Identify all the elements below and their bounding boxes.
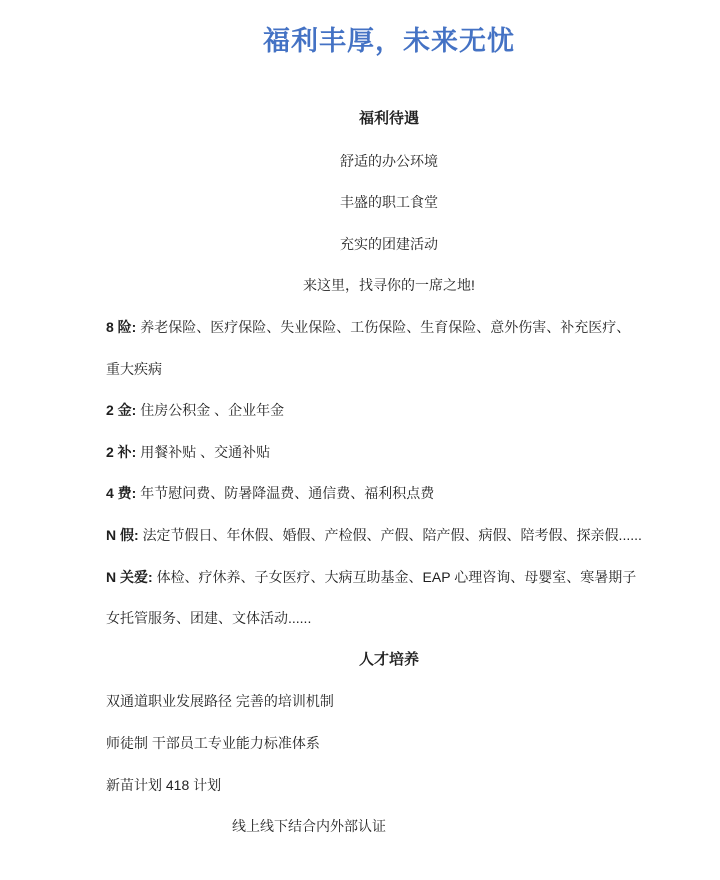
training-line-programs: 新苗计划 418 计划	[106, 777, 222, 793]
benefit-item-care-line1	[106, 567, 672, 587]
benefit-prefix-fees: 4 费:	[106, 485, 141, 501]
benefit-item-leave	[106, 525, 672, 545]
benefit-prefix-leave: N 假:	[106, 527, 143, 543]
benefits-heading: 福利待遇	[358, 110, 419, 127]
benefit-text-leave: 法定节假日、年休假、婚假、产检假、产假、陪产假、病假、陪考假、探亲假......	[142, 527, 642, 543]
benefit-item-care-line2: 女托管服务、团建、文体活动......	[106, 610, 312, 626]
training-line-certification: 线上线下结合内外部认证	[232, 818, 386, 834]
benefits-intro-slogan: 来这里，找寻你的一席之地!	[303, 277, 475, 293]
benefits-intro-teambuilding: 充实的团建活动	[340, 236, 438, 252]
benefits-intro-office: 舒适的办公环境	[340, 153, 438, 169]
benefit-item-insurance-line2: 重大疾病	[106, 361, 162, 377]
benefit-text-insurance: 养老保险、医疗保险、失业保险、工伤保险、生育保险、意外伤害、补充医疗、	[140, 319, 631, 335]
benefit-prefix-subsidies: 2 补:	[106, 444, 141, 460]
benefit-prefix-insurance: 8 险:	[106, 319, 141, 335]
benefit-text-funds: 住房公积金 、企业年金	[140, 402, 285, 418]
benefit-item-funds	[106, 400, 672, 420]
benefit-item-insurance-line1	[106, 317, 672, 337]
benefits-intro-canteen: 丰盛的职工食堂	[340, 194, 438, 210]
doc-title: 福利丰厚，未来无忧	[263, 26, 515, 56]
benefit-item-subsidies	[106, 442, 672, 462]
benefit-prefix-funds: 2 金:	[106, 402, 141, 418]
training-heading: 人才培养	[358, 651, 419, 668]
benefit-item-fees	[106, 483, 672, 503]
training-line-mentorship: 师徒制 干部员工专业能力标准体系	[106, 735, 320, 751]
benefit-text-subsidies: 用餐补贴 、交通补贴	[140, 444, 271, 460]
benefit-prefix-care: N 关爱:	[106, 569, 157, 585]
training-line-dual-channel: 双通道职业发展路径 完善的培训机制	[106, 693, 334, 709]
benefit-text-fees: 年节慰问费、防暑降温费、通信费、福利积点费	[140, 485, 435, 501]
benefit-text-care: 体检、疗休养、子女医疗、大病互助基金、EAP 心理咨询、母婴室、寒暑期子	[156, 569, 637, 585]
